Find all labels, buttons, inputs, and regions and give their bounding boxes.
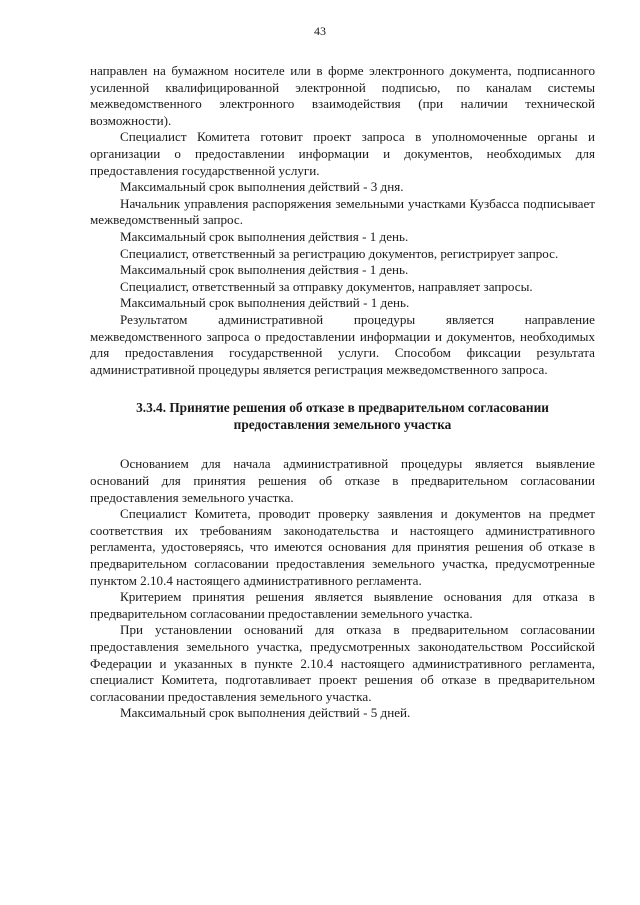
paragraph: Максимальный срок выполнения действий - 1 день.	[120, 295, 410, 311]
paragraph: Максимальный срок выполнения действия - 1 день.	[120, 228, 409, 244]
paragraphs-before	[90, 63, 595, 378]
page-number: 43	[314, 24, 326, 38]
paragraph: Максимальный срок выполнения действий - 3 дня.	[120, 179, 404, 195]
section-heading: 3.3.4. Принятие решения об отказе в предварительном согласовании предоставления земельного участка	[136, 400, 549, 432]
paragraph: Результатом административной процедуры является направление межведомственного запроса о предоставлении информации и документов, необходимых для предоставления государственной услуги. Способом фиксации результата административной процедуры является регистрация межведомственного запроса.	[90, 311, 595, 377]
paragraph: Критерием принятия решения является выявление основания для отказа в предварительном согласовании предоставлении земельного участка.	[90, 589, 595, 621]
paragraph: Максимальный срок выполнения действия - 1 день.	[120, 262, 409, 278]
paragraphs-after	[90, 456, 595, 722]
paragraph: Специалист, ответственный за регистрацию документов, регистрирует запрос.	[120, 245, 559, 261]
paragraph: Максимальный срок выполнения действий - 5 дней.	[120, 705, 411, 721]
paragraph: направлен на бумажном носителе или в форме электронного документа, подписанного усиленной квалифицированной электронной подписью, по каналам системы межведомственного электронного взаимодействия (при наличии технической возможности).	[90, 63, 595, 128]
paragraph: Основанием для начала административной процедуры является выявление оснований для принятия решения об отказе в предварительном согласовании предоставления земельного участка.	[90, 456, 595, 505]
paragraph: Начальник управления распоряжения земельными участками Кузбасса подписывает межведомственный запрос.	[90, 195, 595, 228]
document-body	[90, 63, 595, 722]
paragraph: При установлении оснований для отказа в предварительном согласовании предоставления земельного участка, предусмотренных законодательством Российской Федерации и указанных в пункте 2.10.4 настоящего административного регламента, специалист Комитета, подготавливает проект решения об отказе в предварительном согласовании предоставления земельного участка.	[90, 622, 595, 704]
paragraph: Специалист, ответственный за отправку документов, направляет запросы.	[120, 278, 533, 294]
paragraph: Специалист Комитета готовит проект запроса в уполномоченные органы и организации о предоставлении информации и документов, необходимых для предоставления государственной услуги.	[90, 129, 595, 178]
paragraph: Специалист Комитета, проводит проверку заявления и документов на предмет соответствия их требованиям законодательства и настоящего административного регламента, удостоверяясь, что имеются основания для принятия решения об отказе в предварительном согласовании предоставления земельного участка, предусмотренные пунктом 2.10.4 настоящего административного регламента.	[90, 506, 595, 588]
